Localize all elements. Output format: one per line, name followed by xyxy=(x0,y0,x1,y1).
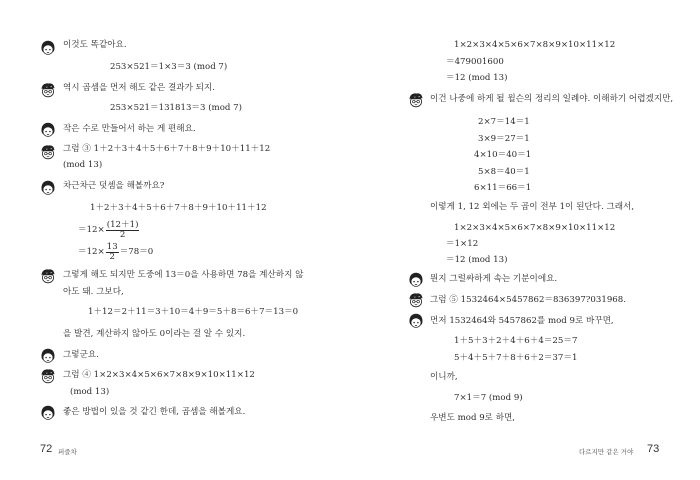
running-title: 퍼즐차 xyxy=(58,448,77,456)
dialogue-line: 이것도 똑같아요. xyxy=(63,40,127,50)
girl-face-icon xyxy=(408,272,424,288)
equation-line: ＝479001600 xyxy=(446,57,504,67)
boy-face-icon xyxy=(40,268,56,284)
dialogue-line: (mod 13) xyxy=(70,387,110,397)
girl-face-icon xyxy=(40,40,56,56)
equation-line: 7×1＝7 (mod 9) xyxy=(454,393,523,403)
dialogue-line: 그렇군요. xyxy=(63,350,99,360)
equation-line: 1＋5＋3＋2＋4＋6＋4＝25＝7 xyxy=(454,336,578,346)
dialogue-line: 좋은 방법이 있을 것 같긴 한데, 곱셈을 해볼게요. xyxy=(63,407,246,417)
boy-face-icon xyxy=(40,144,56,160)
equation-line: 3×9＝27＝1 xyxy=(478,134,530,144)
dialogue-line: 을 발견, 계산하지 않아도 0이라는 걸 알 수 있지. xyxy=(63,329,246,339)
equation-line: 6×11＝66＝1 xyxy=(474,183,532,193)
page-number: 72 xyxy=(40,443,53,455)
equation-line: 4×10＝40＝1 xyxy=(474,150,532,160)
equation-line: 1＋2＋3＋4＋5＋6＋7＋8＋9＋10＋11＋12 xyxy=(90,203,267,213)
dialogue-line: 역시 곱셈을 먼저 해도 같은 결과가 되지. xyxy=(63,83,215,93)
boy-face-icon xyxy=(40,82,56,98)
dialogue-line: 이니까, xyxy=(430,372,458,382)
dialogue-line: (mod 13) xyxy=(63,160,103,170)
dialogue-line: 이렇게 1, 12 외에는 두 곱이 전부 1이 된단다. 그래서, xyxy=(430,202,635,212)
girl-face-icon xyxy=(40,180,56,196)
equation-line: ＝12 (mod 13) xyxy=(446,73,508,83)
girl-face-icon xyxy=(40,122,56,138)
dialogue-line: 뭔지 그럴싸하게 속는 기분이에요. xyxy=(430,274,558,284)
dialogue-line: 그럼 ④ 1×2×3×4×5×6×7×8×9×10×11×12 xyxy=(63,370,255,380)
girl-face-icon xyxy=(408,313,424,329)
running-title: 다르지만 같은 거야 xyxy=(579,448,634,456)
dialogue-line: 차근차근 덧셈을 해볼까요? xyxy=(63,181,165,191)
dialogue-line: 아도 돼. 그보다, xyxy=(63,287,124,297)
dialogue-line: 작은 수로 만들어서 하는 게 편해요. xyxy=(63,124,196,134)
equation-line: 1×2×3×4×5×6×7×8×9×10×11×12 xyxy=(454,40,616,50)
girl-face-icon xyxy=(40,348,56,364)
boy-face-icon xyxy=(408,92,424,108)
dialogue-line: 먼저 1532464와 5457862를 mod 9로 바꾸면, xyxy=(430,316,614,326)
dialogue-line: 이건 나중에 하게 될 윌슨의 정리의 일례야. 이해하기 어렵겠지만, xyxy=(430,94,674,104)
dialogue-line: 그렇게 해도 되지만 도중에 13＝0을 사용하면 78을 계산하지 않 xyxy=(63,270,304,280)
equation-line: 1×2×3×4×5×6×7×8×9×10×11×12 xyxy=(454,223,616,233)
dialogue-line: 그럼 ⑤ 1532464×5457862＝836397?031968. xyxy=(430,295,626,305)
fraction: $\frac{(12+1)}{2}$ xyxy=(106,220,139,240)
boy-face-icon xyxy=(40,368,56,384)
equation-line: 1＋12＝2＋11＝3＋10＝4＋9＝5＋8＝6＋7＝13＝0 xyxy=(88,307,299,317)
dialogue-line: 그럼 ③ 1＋2＋3＋4＋5＋6＋7＋8＋9＋10＋11＋12 xyxy=(63,144,271,154)
equation-line: ＝12 (mod 13) xyxy=(446,255,508,265)
right-page xyxy=(350,0,700,480)
equation-line: 5＋4＋5＋7＋8＋6＋2＝37＝1 xyxy=(454,353,578,363)
equation-line: 253×521＝1×3＝3 (mod 7) xyxy=(110,62,228,72)
equation-line: 2×7＝14＝1 xyxy=(478,117,530,127)
boy-face-icon xyxy=(408,292,424,308)
equation-line: 253×521＝131813＝3 (mod 7) xyxy=(110,103,242,113)
equation-line: ＝12× $\frac{(12+1)}{2}$ xyxy=(78,220,139,240)
fraction: $\frac{13}{2}$ xyxy=(106,242,118,262)
page-number: 73 xyxy=(647,443,660,455)
equation-line: 5×8＝40＝1 xyxy=(478,167,530,177)
girl-face-icon xyxy=(40,405,56,421)
dialogue-line: 우변도 mod 9로 하면, xyxy=(430,413,516,423)
equation-line: ＝12× $\frac{13}{2}$ ＝78＝0 xyxy=(78,242,154,262)
equation-line: ＝1×12 xyxy=(446,239,479,249)
